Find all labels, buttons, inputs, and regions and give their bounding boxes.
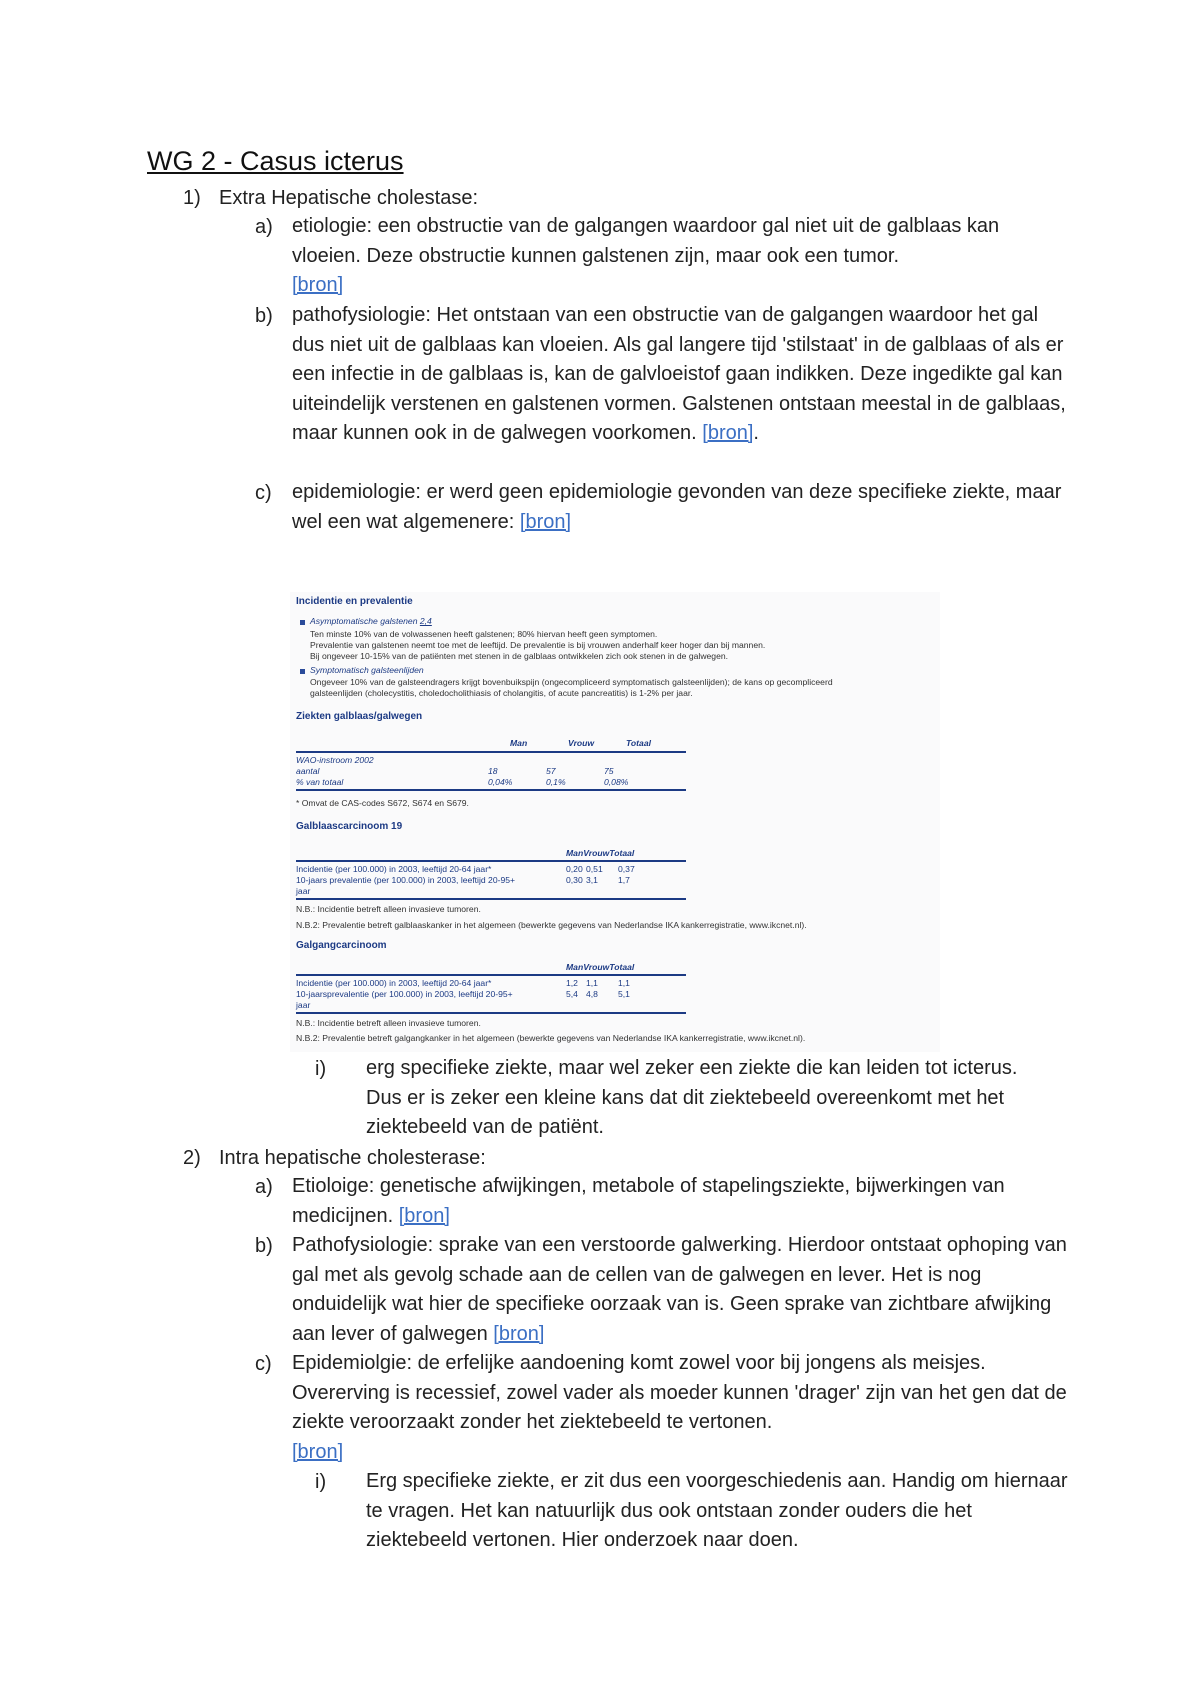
figure-heading-ziekten: Ziekten galblaas/galwegen (296, 711, 423, 722)
table-cell: 3,1 (586, 875, 598, 885)
figure-line: galsteenlijden (cholecystitis, choledocholithiasis of cholangitis, of acute pancreatitis) is 1-2% per jaar. (310, 688, 693, 698)
item-2a-number: a) (255, 1176, 273, 1198)
item-2b-text (292, 1231, 1072, 1349)
table-cell: 0,08% (604, 777, 629, 787)
figure-heading-galgangcarcinoom: Galgangcarcinoom (296, 940, 387, 951)
table-cell: % van totaal (296, 777, 344, 787)
table-cell: 1,2 (566, 978, 578, 988)
item-2c-number: c) (255, 1353, 272, 1375)
item-1b-body: pathofysiologie: Het ontstaan van een obstructie van de galgangen waardoor het gal dus niet uit de galblaas kan vloeien. Als gal langere tijd 'stilstaat' in de galblaas of als er een infectie in de galblaas is, kan de galvloeistof gaan indikken. Deze ingedikte gal kan uiteindelijk verstenen en galstenen vormen. Galstenen ontstaan meestal in de galblaas, maar kunnen ook in de galwegen voorkomen. (292, 304, 1066, 444)
table-cell: 57 (546, 766, 556, 776)
table-cell: jaar (296, 1000, 311, 1010)
table-cell: 0,1% (546, 777, 566, 787)
table-cell: 18 (488, 766, 498, 776)
item-1a-number: a) (255, 216, 273, 238)
figure-line: Prevalentie van galstenen neemt toe met de leeftijd. De prevalentie is bij vrouwen anderhalf keer hoger dan bij mannen. (310, 640, 766, 650)
figure-line: Bij ongeveer 10-15% van de patiënten met stenen in de galblaas ontwikkelen zich ook stenen in de galwegen. (310, 651, 729, 661)
table-note: N.B.: Incidentie betreft alleen invasieve tumoren. (296, 904, 481, 914)
item-1b-text (292, 301, 1072, 449)
table-rule (296, 751, 686, 753)
bullet-icon (300, 620, 305, 625)
figure-heading-galblaascarcinoom: Galblaascarcinoom 19 (296, 821, 403, 832)
table-cell: 0,30 (566, 875, 583, 885)
table-cell: 5,4 (566, 989, 578, 999)
section-2-number: 2) (183, 1147, 201, 1169)
item-1c-text (292, 478, 1072, 537)
item-1b-period: . (753, 422, 759, 444)
table-header: ManVrouwTotaal (566, 962, 635, 972)
table-cell: jaar (296, 886, 311, 896)
item-2a-text (292, 1172, 1072, 1231)
table-cell: 75 (604, 766, 614, 776)
table-rule (296, 860, 686, 862)
table-cell: 0,20 (566, 864, 583, 874)
section-1-heading: Extra Hepatische cholestase: (219, 187, 479, 209)
table-note: N.B.2: Prevalentie betreft galblaaskanker in het algemeen (bewerkte gegevens van Nederlandse IKA kankerregistratie, www.ikcnet.nl). (296, 920, 807, 930)
epidemiology-figure (290, 592, 940, 1052)
table-header: Vrouw (568, 738, 595, 748)
section-1-number: 1) (183, 187, 201, 209)
table-header: ManVrouwTotaal (566, 848, 635, 858)
item-1c-body: epidemiologie: er werd geen epidemiologie gevonden van deze specifieke ziekte, maar wel een wat algemenere: (292, 481, 1062, 533)
table-cell: 1,1 (586, 978, 598, 988)
table-rule (296, 789, 686, 791)
page-title: WG 2 - Casus icterus (147, 146, 404, 176)
source-link[interactable]: [bron] (398, 1204, 450, 1227)
table-header: Man (510, 738, 528, 748)
table-cell: Incidentie (per 100.000) in 2003, leeftijd 20-64 jaar* (296, 978, 492, 988)
section-2-heading: Intra hepatische cholesterase: (219, 1147, 486, 1169)
item-2i-text: Erg specifieke ziekte, er zit dus een voorgeschiedenis aan. Handig om hiernaar te vragen. Het kan natuurlijk dus ook ontstaan zonder ouders die het ziektebeeld vertonen. Hier onderzoek naar doen. (366, 1470, 1068, 1551)
figure-line: Ten minste 10% van de volwassenen heeft galstenen; 80% hiervan heeft geen symptomen. (310, 629, 658, 639)
table-rule (296, 898, 686, 900)
table-note: N.B.2: Prevalentie betreft galgangkanker in het algemeen (bewerkte gegevens van Nederlandse IKA kankerregistratie, www.ikcnet.nl). (296, 1033, 806, 1043)
table-cell: 1,1 (618, 978, 630, 988)
item-1i-number: i) (315, 1058, 327, 1080)
item-2a-body: Etioloige: genetische afwijkingen, metabole of stapelingsziekte, bijwerkingen van medicijnen. (292, 1175, 1005, 1227)
figure-bullet-1: Asymptomatische galstenen 2,4 (310, 616, 432, 626)
figure-bullet-2: Symptomatisch galsteenlijden (310, 665, 424, 675)
source-link[interactable]: [bron] (519, 510, 572, 533)
table-note: N.B.: Incidentie betreft alleen invasieve tumoren. (296, 1018, 481, 1028)
table-cell: 0,04% (488, 777, 513, 787)
table-cell: 10-jaarsprevalentie (per 100.000) in 2003, leeftijd 20-95+ (296, 989, 513, 999)
item-1b-number: b) (255, 305, 273, 327)
table-cell: 0,51 (586, 864, 603, 874)
bullet-icon (300, 669, 305, 674)
table-header: Totaal (626, 738, 651, 748)
table-cell: 1,7 (618, 875, 630, 885)
table-note: * Omvat de CAS-codes S672, S674 en S679. (296, 798, 469, 808)
source-link[interactable]: [bron] (493, 1322, 545, 1345)
item-2c-body: Epidemiolgie: de erfelijke aandoening komt zowel voor bij jongens als meisjes. Overerving is recessief, zowel vader als moeder kunnen 'drager' zijn van het gen dat de ziekte veroorzaakt zonder het ziektebeeld te vertonen. (292, 1352, 1067, 1433)
table-cell: Incidentie (per 100.000) in 2003, leeftijd 20-64 jaar* (296, 864, 492, 874)
table-cell: 5,1 (618, 989, 630, 999)
table-cell: WAO-instroom 2002 (296, 755, 374, 765)
item-2b-body: Pathofysiologie: sprake van een verstoorde galwerking. Hierdoor ontstaat ophoping van gal met als gevolg schade aan de cellen van de galwegen en lever. Het is nog onduidelijk wat hier de specifieke oorzaak van is. Geen sprake van zichtbare afwijking aan lever of galwegen (292, 1234, 1067, 1345)
item-1i-text: erg specifieke ziekte, maar wel zeker een ziekte die kan leiden tot icterus. Dus er is zeker een kleine kans dat dit ziektebeeld overeenkomt met het ziektebeeld van de patiënt. (366, 1057, 1018, 1138)
item-1a-text (292, 212, 1072, 301)
table-cell: 4,8 (586, 989, 598, 999)
table-rule (296, 974, 686, 976)
figure-heading-incidentie: Incidentie en prevalentie (296, 596, 413, 607)
item-1c-number: c) (255, 482, 272, 504)
table-rule (296, 1012, 686, 1014)
item-2i-number: i) (315, 1471, 327, 1493)
source-link[interactable]: [bron] (292, 274, 344, 296)
item-2c-text (292, 1349, 1072, 1467)
item-1a-body: etiologie: een obstructie van de galgangen waardoor gal niet uit de galblaas kan vloeien. Deze obstructie kunnen galstenen zijn, maar ook een tumor. (292, 215, 1000, 267)
source-link[interactable]: [bron] (292, 1440, 344, 1463)
table-cell: aantal (296, 766, 320, 776)
figure-line: Ongeveer 10% van de galsteendragers krijgt bovenbuikspijn (ongecompliceerd symptomatisch galsteenlijden); de kans op gecompliceerd (310, 677, 833, 687)
source-link[interactable]: [bron] (702, 422, 754, 444)
table-cell: 10-jaars prevalentie (per 100.000) in 2003, leeftijd 20-95+ (296, 875, 516, 885)
item-2b-number: b) (255, 1235, 273, 1257)
table-cell: 0,37 (618, 864, 635, 874)
